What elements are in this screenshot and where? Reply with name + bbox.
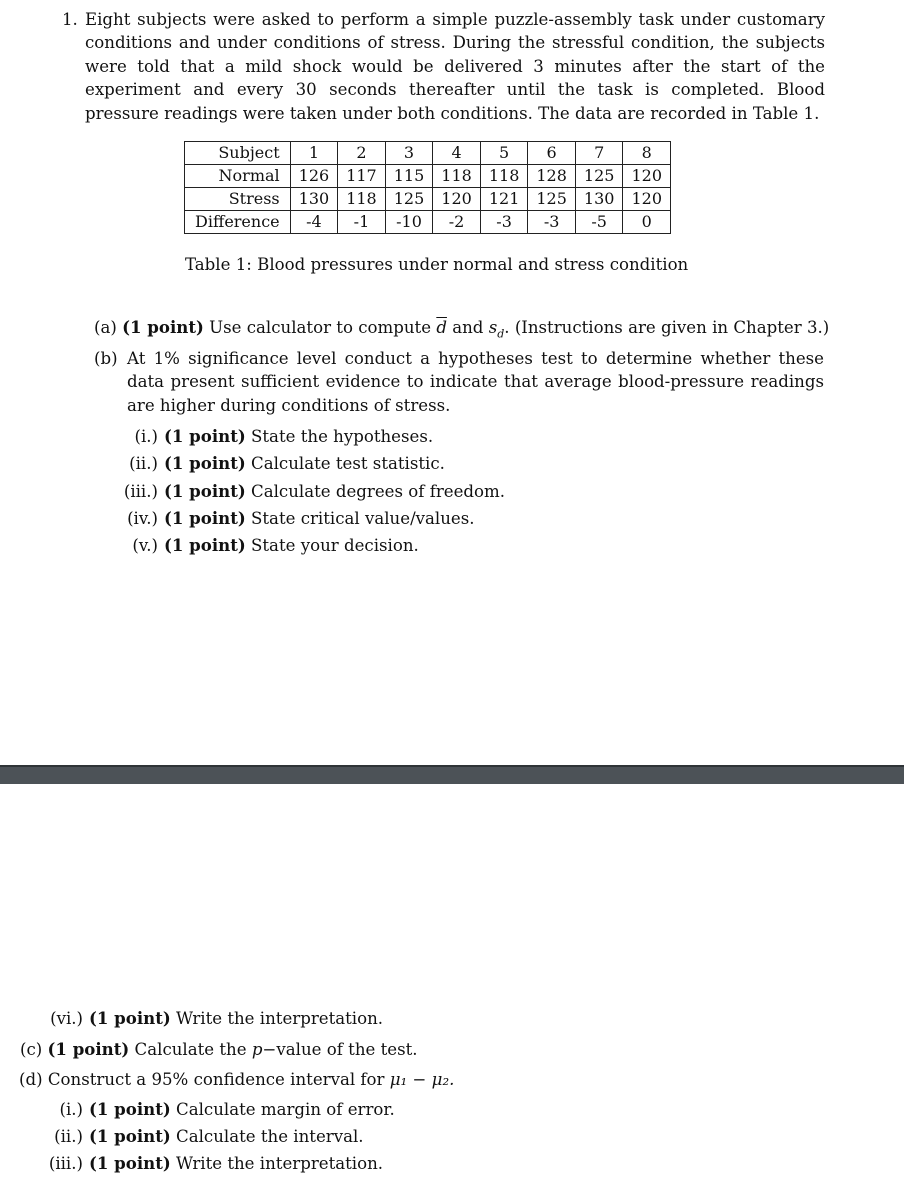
part-c-tail: −value of the test. — [262, 1040, 418, 1059]
row-label: Stress — [185, 188, 291, 211]
row-label: Subject — [185, 142, 291, 165]
sub-item-points: (1 point) — [89, 1099, 171, 1119]
table-cell: 125 — [575, 165, 623, 188]
part-a-and: and — [452, 318, 484, 337]
table-cell: 6 — [528, 142, 576, 165]
sub-item-label: (ii.) — [54, 1127, 83, 1146]
part-d-label: (d) — [19, 1070, 43, 1089]
table-cell: 1 — [290, 142, 338, 165]
part-c-label: (c) — [20, 1040, 43, 1059]
sub-item-points: (1 point) — [164, 481, 246, 501]
table-cell: 118 — [433, 165, 481, 188]
table-cell: -1 — [338, 211, 386, 234]
sub-item-text: Calculate degrees of freedom. — [251, 482, 506, 501]
row-label: Difference — [185, 211, 291, 234]
blood-pressure-table — [184, 141, 671, 234]
row-label: Normal — [185, 165, 291, 188]
table-cell: 121 — [480, 188, 528, 211]
sub-item-points: (1 point) — [164, 535, 246, 555]
table-row — [185, 211, 671, 234]
sub-item-label: (i.) — [134, 427, 158, 446]
sub-item-text: State critical value/values. — [251, 509, 475, 528]
table-cell: 5 — [480, 142, 528, 165]
p-symbol: p — [251, 1040, 263, 1059]
sub-item-points: (1 point) — [89, 1126, 171, 1146]
table-row — [185, 188, 671, 211]
sub-item-label: (iv.) — [127, 509, 158, 528]
part-b-text: At 1% significance level conduct a hypotheses test to determine whether these data present sufficient evidence to indicate that average blood-pressure readings are higher during conditions of stress. — [127, 349, 824, 415]
part-c — [20, 1038, 418, 1061]
table-cell: 117 — [338, 165, 386, 188]
table-cell: 120 — [623, 165, 671, 188]
sub-item-points: (1 point) — [164, 426, 246, 446]
d-bar-symbol: $\overline{d}$ — [436, 318, 447, 337]
part-d-text: Construct a 95% confidence interval for — [47, 1070, 385, 1089]
part-c-text: Calculate the — [134, 1040, 247, 1059]
part-d — [19, 1068, 454, 1091]
table-cell: 4 — [433, 142, 481, 165]
table-cell: 2 — [338, 142, 386, 165]
table-row — [185, 142, 671, 165]
sub-item-text: State the hypotheses. — [251, 427, 434, 446]
part-b-vi-label: (vi.) — [50, 1009, 83, 1028]
sd-subscript: d — [497, 327, 505, 341]
part-b-label: (b) — [94, 349, 118, 368]
table-cell: -5 — [575, 211, 623, 234]
sub-item-text: Write the interpretation. — [176, 1154, 384, 1173]
sub-item-label: (iii.) — [48, 1154, 83, 1173]
part-c-points: (1 point) — [47, 1039, 130, 1059]
table-cell: 130 — [290, 188, 338, 211]
sub-item-label: (v.) — [132, 536, 158, 555]
table-cell: 8 — [623, 142, 671, 165]
sub-item-label: (ii.) — [129, 454, 158, 473]
table-cell: -3 — [480, 211, 528, 234]
part-b-vi-text: Write the interpretation. — [176, 1009, 384, 1028]
table-caption: Table 1: Blood pressures under normal and stress condition — [185, 255, 689, 274]
sub-item-text: Calculate test statistic. — [251, 454, 445, 473]
table-cell: 120 — [433, 188, 481, 211]
table-cell: 0 — [623, 211, 671, 234]
table-cell: -2 — [433, 211, 481, 234]
table-cell: 115 — [385, 165, 433, 188]
sub-item-label: (i.) — [59, 1100, 83, 1119]
table-cell: -10 — [385, 211, 433, 234]
sub-item-text: Calculate the interval. — [176, 1127, 364, 1146]
sub-item-points: (1 point) — [164, 508, 246, 528]
part-b-vi-points: (1 point) — [89, 1008, 171, 1028]
sub-item-points: (1 point) — [164, 453, 246, 473]
table-cell: 118 — [338, 188, 386, 211]
table-cell: 126 — [290, 165, 338, 188]
table-row — [185, 165, 671, 188]
table-cell: 118 — [480, 165, 528, 188]
table-cell: 125 — [528, 188, 576, 211]
part-a-points: (1 point) — [122, 317, 204, 337]
table-cell: 128 — [528, 165, 576, 188]
sub-item-text: State your decision. — [251, 536, 419, 555]
page-divider — [0, 765, 904, 784]
sub-item-label: (iii.) — [123, 482, 158, 501]
table-cell: -3 — [528, 211, 576, 234]
part-a-text: Use calculator to compute — [209, 318, 432, 337]
part-a-note: . (Instructions are given in Chapter 3.) — [504, 318, 830, 337]
part-a — [94, 316, 829, 346]
part-a-label: (a) — [94, 318, 117, 337]
table-cell: 125 — [385, 188, 433, 211]
sub-item-points: (1 point) — [89, 1153, 171, 1173]
sub-item-text: Calculate margin of error. — [176, 1100, 395, 1119]
mu-difference-formula: μ₁ − μ₂. — [389, 1070, 455, 1089]
problem-intro: Eight subjects were asked to perform a simple puzzle-assembly task under customary conditions and under conditions of stress. During the stressful condition, the subjects were told that a mild shock would be delivered 3 minutes after the start of the experiment and every 30 seconds thereafter until the task is completed. Blood pressure readings were taken under both conditions. The data are recorded in Table 1. — [85, 10, 825, 123]
table-cell: 3 — [385, 142, 433, 165]
sd-symbol: s — [488, 318, 498, 337]
table-cell: 130 — [575, 188, 623, 211]
table-cell: -4 — [290, 211, 338, 234]
table-cell: 7 — [575, 142, 623, 165]
table-cell: 120 — [623, 188, 671, 211]
problem-number: 1. — [62, 10, 78, 29]
